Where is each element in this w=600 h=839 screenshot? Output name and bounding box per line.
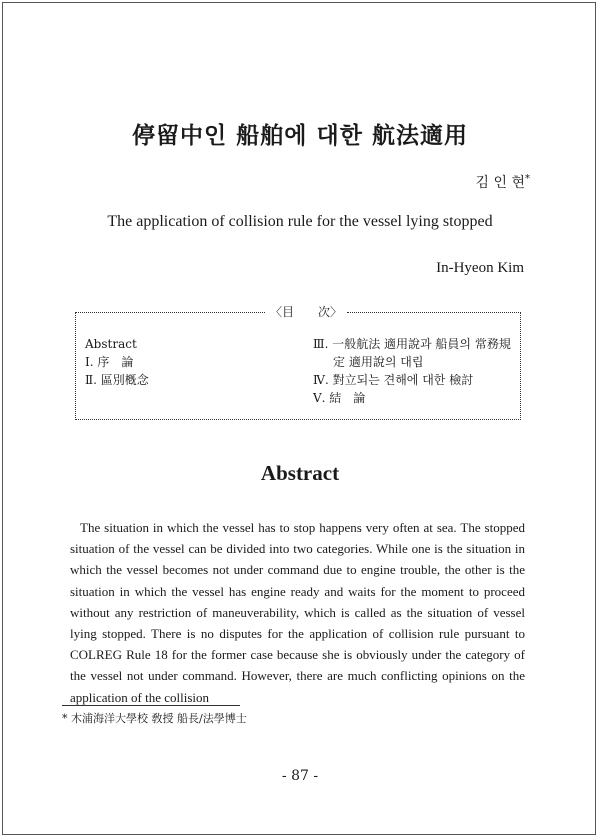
table-of-contents bbox=[75, 313, 521, 420]
page-number: - 87 - bbox=[281, 768, 319, 784]
toc-item-concepts: Ⅱ. 區別槪念 bbox=[85, 373, 149, 387]
footnote: * 木浦海洋大學校 敎授 船長/法學博士 bbox=[62, 712, 247, 725]
paper-title: 停留中인 船舶에 대한 航法適用 bbox=[132, 122, 468, 149]
author-korean-name: 김 인 현 bbox=[475, 175, 525, 191]
toc-item-conclusion: Ⅴ. 結 論 bbox=[313, 391, 366, 405]
toc-item-section-3: Ⅲ. 一般航法 適用說과 船員의 常務規 bbox=[313, 337, 511, 351]
abstract-paragraph: The situation in which the vessel has to stop happens very often at sea. The stopped situation of the vessel can be divided into two categories. While one is the situation in which the vessel becomes not under command due to engine trouble, the other is the situation in which the vessel has engine ready and waits for the moment to proceed without any restriction of maneuverability, which is called as the situation of vessel lying stopped. There is no disputes for the application of collision rule pursuant to COLREG Rule 18 for the former case because she is obviously under the category of the vessel not under command. However, there are much conflicting opinions on the application of the collision bbox=[70, 520, 525, 705]
toc-heading: 〈目 次〉 bbox=[269, 305, 342, 319]
footnote-rule bbox=[62, 705, 240, 706]
toc-left-column bbox=[85, 335, 149, 389]
toc-item-section-3-cont: 定 適用說의 대립 bbox=[333, 355, 424, 369]
author-korean bbox=[476, 172, 530, 192]
toc-right-column bbox=[313, 335, 518, 407]
author-english: In-Hyeon Kim bbox=[436, 260, 524, 276]
author-footnote-mark: * bbox=[525, 173, 530, 185]
abstract-body bbox=[70, 517, 525, 708]
toc-item-section-4: Ⅳ. 對立되는 견해에 대한 檢討 bbox=[313, 373, 474, 387]
toc-item-introduction: Ⅰ. 序 論 bbox=[85, 355, 134, 369]
english-title: The application of collision rule for the vessel lying stopped bbox=[107, 213, 493, 230]
toc-item-abstract: Abstract bbox=[85, 337, 137, 351]
abstract-heading: Abstract bbox=[260, 461, 340, 485]
